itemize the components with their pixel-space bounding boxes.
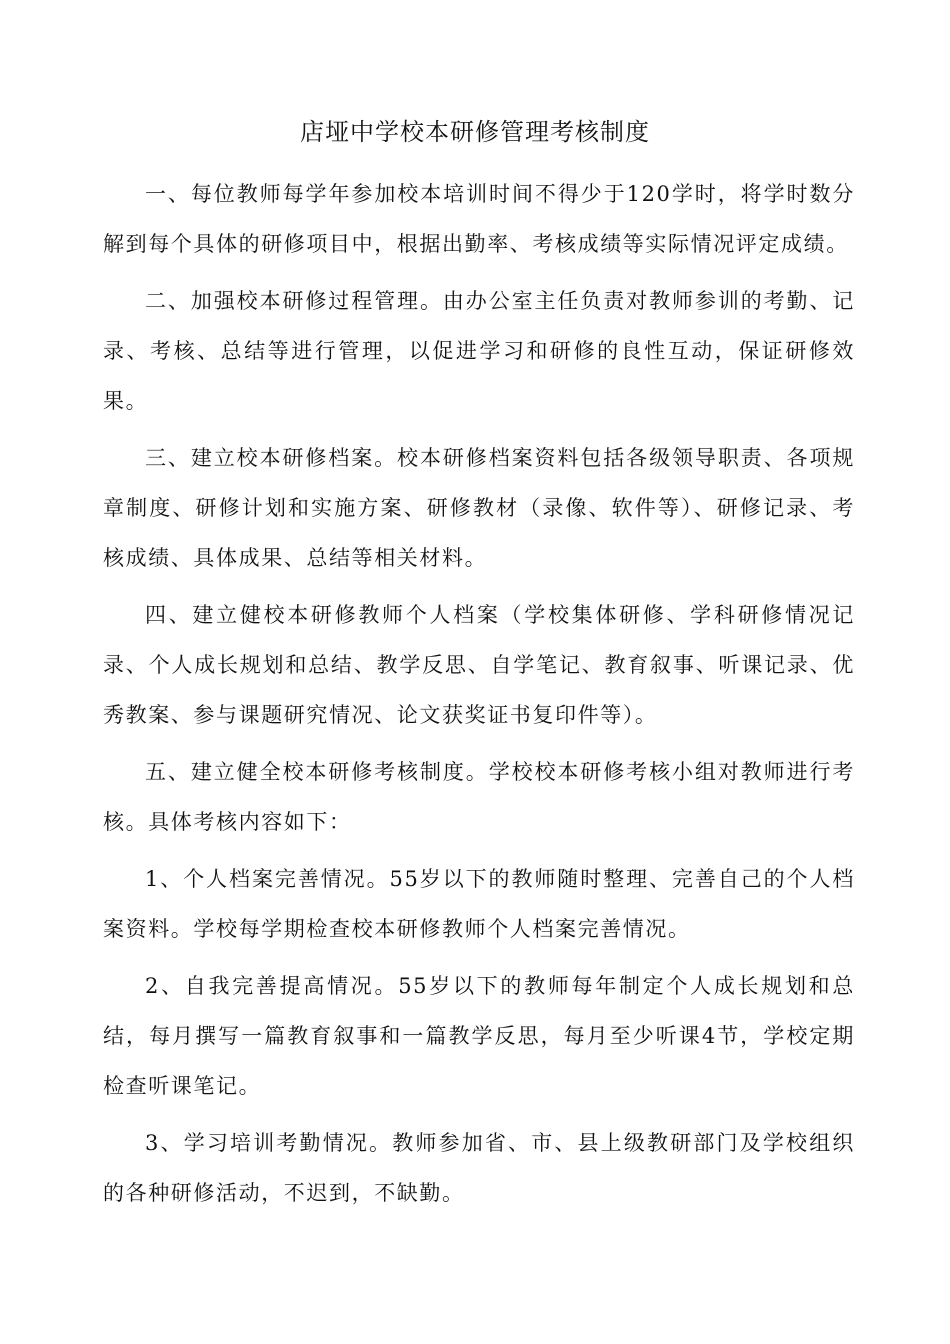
document-body bbox=[103, 169, 855, 1225]
paragraph-6: 1、个人档案完善情况。55岁以下的教师随时整理、完善自己的个人档案资料。学校每学期检查校本研修教师个人档案完善情况。 bbox=[103, 867, 855, 941]
paragraph-8: 3、学习培训考勤情况。教师参加省、市、县上级教研部门及学校组织的各种研修活动，不迟到，不缺勤。 bbox=[103, 1131, 855, 1205]
paragraph-1: 一、每位教师每学年参加校本培训时间不得少于120学时，将学时数分解到每个具体的研修项目中，根据出勤率、考核成绩等实际情况评定成绩。 bbox=[103, 182, 855, 256]
document-title: 店垭中学校本研修管理考核制度 bbox=[300, 118, 650, 146]
paragraph-2: 二、加强校本研修过程管理。由办公室主任负责对教师参训的考勤、记录、考核、总结等进行管理，以促进学习和研修的良性互动，保证研修效果。 bbox=[103, 289, 855, 413]
paragraph-3: 三、建立校本研修档案。校本研修档案资料包括各级领导职责、各项规章制度、研修计划和实施方案、研修教材（录像、软件等）、研修记录、考核成绩、具体成果、总结等相关材料。 bbox=[103, 446, 855, 570]
paragraph-4: 四、建立健校本研修教师个人档案（学校集体研修、学科研修情况记录、个人成长规划和总结、教学反思、自学笔记、教育叙事、听课记录、优秀教案、参与课题研究情况、论文获奖证书复印件等）。 bbox=[103, 603, 855, 727]
paragraph-5: 五、建立健全校本研修考核制度。学校校本研修考核小组对教师进行考核。具体考核内容如下： bbox=[103, 760, 855, 834]
paragraph-7: 2、自我完善提高情况。55岁以下的教师每年制定个人成长规划和总结，每月撰写一篇教育叙事和一篇教学反思，每月至少听课4节，学校定期检查听课笔记。 bbox=[103, 974, 855, 1098]
